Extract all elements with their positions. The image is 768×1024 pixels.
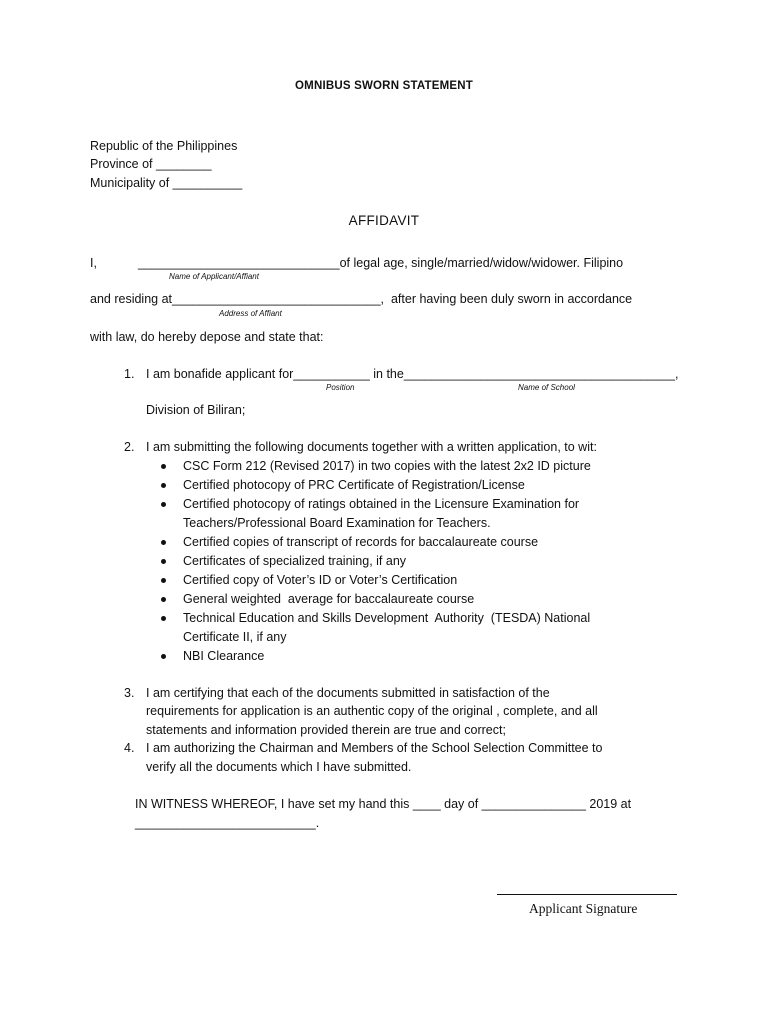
- bullet-dot: [161, 597, 166, 602]
- caption-name-of-applicant: Name of Applicant/Affiant: [169, 272, 259, 281]
- signature-label: Applicant Signature: [529, 901, 638, 916]
- item-1-continuation: Division of Biliran;: [146, 403, 246, 417]
- witness-line-2: __________________________.: [135, 816, 320, 830]
- header-municipality: Municipality of __________: [90, 176, 243, 190]
- item-1-number: 1.: [124, 367, 135, 381]
- affidavit-heading: AFFIDAVIT: [348, 213, 420, 228]
- header-province: Province of ________: [90, 157, 212, 171]
- intro-line-3: with law, do hereby depose and state that:: [90, 330, 324, 344]
- list-item: Certified copies of transcript of records for baccalaureate course: [183, 535, 539, 549]
- list-item: Certified photocopy of ratings obtained in the Licensure Examination for: [183, 497, 580, 511]
- intro-line-2: and residing at______________________________, after having been duly sworn in accordance: [90, 292, 633, 306]
- signature-line: [497, 894, 677, 895]
- caption-position: Position: [326, 383, 355, 392]
- item-1-text: I am bonafide applicant for___________ in the_______________________________________,: [146, 367, 679, 381]
- item-4-line-2: verify all the documents which I have submitted.: [146, 760, 412, 774]
- bullet-dot: [161, 616, 166, 621]
- page-title: OMNIBUS SWORN STATEMENT: [295, 80, 473, 92]
- item-3-line-1: I am certifying that each of the documents submitted in satisfaction of the: [146, 686, 550, 700]
- bullet-dot: [161, 464, 166, 469]
- list-item: Certified copy of Voter’s ID or Voter’s Certification: [183, 573, 458, 587]
- list-item: NBI Clearance: [183, 649, 265, 663]
- caption-name-of-school: Name of School: [518, 383, 575, 392]
- bullet-dot: [161, 540, 166, 545]
- intro-line-1: _____________________________of legal age, single/married/widow/widower. Filipino: [138, 256, 624, 270]
- item-3-number: 3.: [124, 686, 135, 700]
- bullet-dot: [161, 483, 166, 488]
- witness-line-1: IN WITNESS WHEREOF, I have set my hand this ____ day of _______________ 2019 at: [135, 797, 632, 811]
- bullet-dot: [161, 654, 166, 659]
- item-4-number: 4.: [124, 741, 135, 755]
- list-item: Technical Education and Skills Development Authority (TESDA) National: [183, 611, 591, 625]
- list-item-continuation: Certificate II, if any: [183, 630, 287, 644]
- item-3-line-3: statements and information provided therein are true and correct;: [146, 723, 506, 737]
- caption-address-of-affiant: Address of Affiant: [219, 309, 282, 318]
- list-item: General weighted average for baccalaureate course: [183, 592, 475, 606]
- list-item-continuation: Teachers/Professional Board Examination for Teachers.: [183, 516, 491, 530]
- header-republic: Republic of the Philippines: [90, 139, 238, 153]
- intro-i-label: I,: [90, 256, 97, 270]
- bullet-dot: [161, 559, 166, 564]
- list-item: CSC Form 212 (Revised 2017) in two copies with the latest 2x2 ID picture: [183, 459, 591, 473]
- bullet-dot: [161, 502, 166, 507]
- item-2-text: I am submitting the following documents together with a written application, to wit:: [146, 440, 597, 454]
- item-4-line-1: I am authorizing the Chairman and Members of the School Selection Committee to: [146, 741, 603, 755]
- item-2-number: 2.: [124, 440, 135, 454]
- item-3-line-2: requirements for application is an authentic copy of the original , complete, and all: [146, 704, 598, 718]
- list-item: Certificates of specialized training, if any: [183, 554, 407, 568]
- list-item: Certified photocopy of PRC Certificate of Registration/License: [183, 478, 525, 492]
- bullet-dot: [161, 578, 166, 583]
